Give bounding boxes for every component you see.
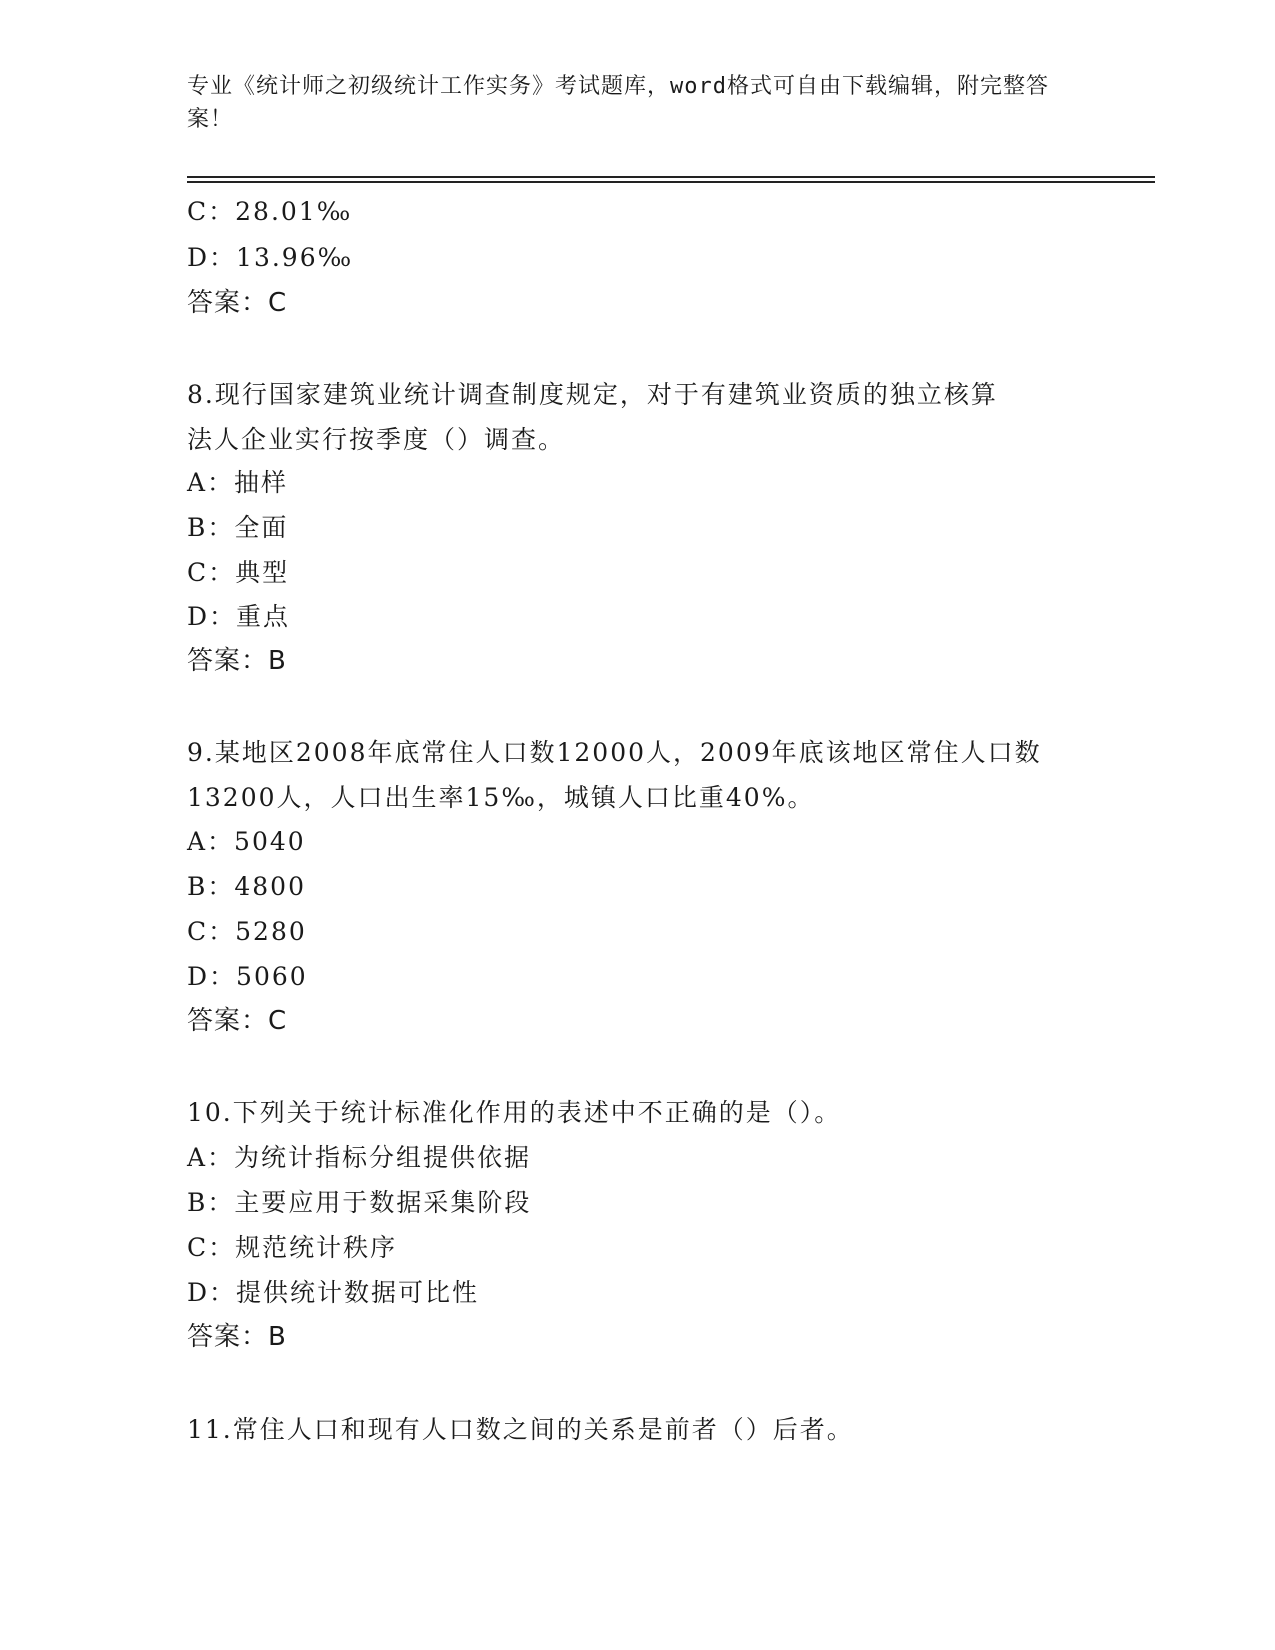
q9-option-a: A：5040 bbox=[187, 827, 306, 856]
q9-option-d: D：5060 bbox=[187, 962, 308, 991]
q10-stem: 10.下列关于统计标准化作用的表述中不正确的是（）。 bbox=[187, 1098, 842, 1127]
q8-answer: 答案：B bbox=[187, 646, 287, 676]
q8-stem-line1: 8.现行国家建筑业统计调查制度规定，对于有建筑业资质的独立核算 bbox=[187, 380, 998, 409]
q8-stem-line2: 法人企业实行按季度（）调查。 bbox=[187, 425, 566, 454]
q10-answer: 答案：B bbox=[187, 1322, 287, 1352]
q11-stem: 11.常住人口和现有人口数之间的关系是前者（）后者。 bbox=[187, 1415, 854, 1444]
q8-option-c: C：典型 bbox=[187, 558, 290, 587]
q10-option-a: A：为统计指标分组提供依据 bbox=[187, 1143, 532, 1172]
q10-option-b: B：主要应用于数据采集阶段 bbox=[187, 1188, 532, 1217]
q9-option-b: B：4800 bbox=[187, 872, 306, 901]
q10-option-c: C：规范统计秩序 bbox=[187, 1233, 398, 1262]
q8-option-a: A：抽样 bbox=[187, 468, 289, 497]
q10-option-d: D：提供统计数据可比性 bbox=[187, 1278, 480, 1307]
q7-option-d: D：13.96‰ bbox=[187, 243, 354, 272]
q7-answer: 答案：C bbox=[187, 288, 288, 318]
q8-option-b: B：全面 bbox=[187, 513, 289, 542]
q9-answer: 答案：C bbox=[187, 1006, 288, 1036]
header-divider-top bbox=[187, 176, 1155, 178]
q9-option-c: C：5280 bbox=[187, 917, 307, 946]
q9-stem-line1: 9.某地区2008年底常住人口数12000人，2009年底该地区常住人口数 bbox=[187, 738, 1042, 767]
header-divider-bottom bbox=[187, 181, 1155, 183]
q8-option-d: D：重点 bbox=[187, 602, 291, 631]
q9-stem-line2: 13200人，人口出生率15‰，城镇人口比重40%。 bbox=[187, 783, 815, 812]
q7-option-c: C：28.01‰ bbox=[187, 197, 353, 226]
document-header: 专业《统计师之初级统计工作实务》考试题库，word格式可自由下载编辑，附完整答案！ bbox=[187, 74, 1049, 132]
